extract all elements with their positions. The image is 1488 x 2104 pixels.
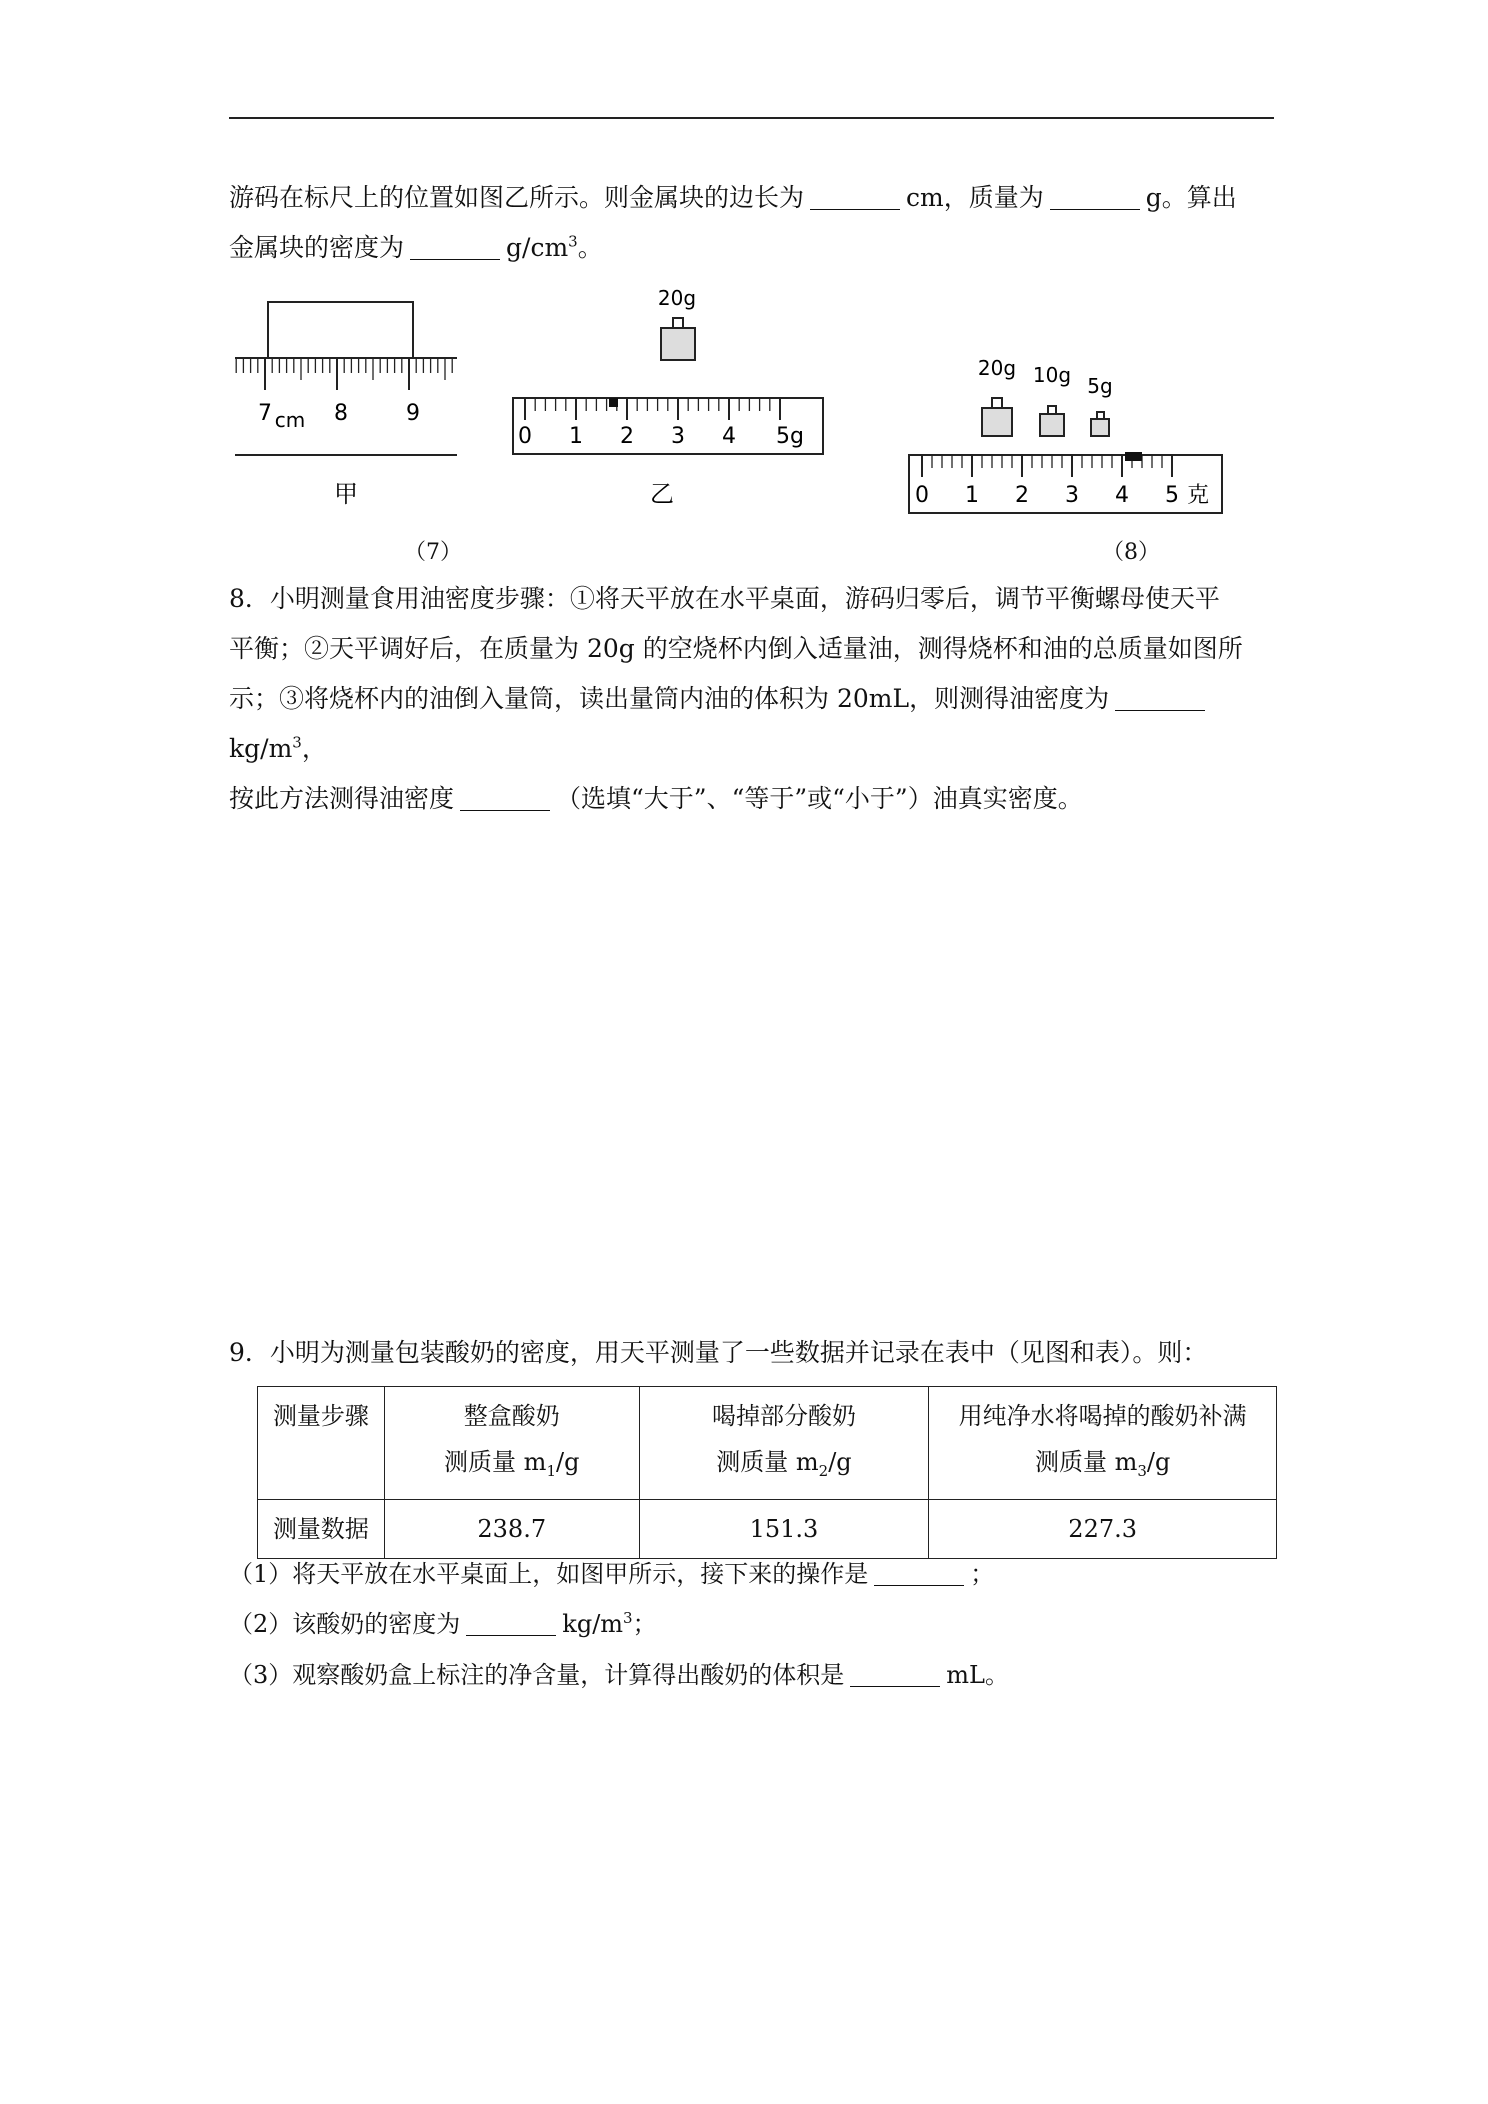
table-cell	[384, 1387, 639, 1500]
scale-tick-label: 1	[965, 483, 979, 508]
cell-text: 用纯净水将喝掉的酸奶补满	[958, 1402, 1247, 1430]
scale-tick-label: 4	[1115, 483, 1129, 508]
weight-label-20g: 20g	[657, 286, 697, 310]
weight-label-5g: 5g	[1087, 374, 1113, 398]
weight-label-10g: 10g	[1032, 363, 1072, 387]
q8-line4-options: （选填“大于”、“等于”或“小于”）油真实密度。	[556, 784, 1083, 813]
scale-tick-label: 2	[1015, 483, 1029, 508]
table-cell	[929, 1387, 1277, 1500]
answer-blank-compare[interactable]	[460, 780, 550, 811]
table-cell-m3: 227.3	[929, 1500, 1277, 1559]
cell-text: 整盒酸奶	[463, 1402, 560, 1430]
figure-7	[225, 280, 845, 520]
cell-unit: /g	[555, 1448, 580, 1476]
table-header-steps: 测量步骤	[258, 1387, 385, 1500]
q8-unit-exp: 3	[292, 733, 302, 752]
q8-line3: 示；③将烧杯内的油倒入量筒，读出量筒内油的体积为 20mL，则测得油密度为	[229, 684, 1110, 713]
ruler-label-cm: cm	[274, 408, 306, 432]
scale-tick-label: 0	[915, 483, 929, 508]
answer-blank-density[interactable]	[410, 229, 500, 260]
answer-blank-side-length[interactable]	[810, 179, 900, 210]
cell-unit: /g	[1146, 1448, 1171, 1476]
q9-sub1	[229, 1554, 994, 1594]
q9-sub2-unit: kg/m	[562, 1610, 624, 1638]
q8-text	[229, 574, 1274, 824]
table-cell-m1: 238.7	[384, 1500, 639, 1559]
cell-text: 喝掉部分酸奶	[711, 1402, 856, 1430]
q9-sub2	[229, 1604, 657, 1644]
cell-unit: /g	[828, 1448, 852, 1476]
q9-sub1-text: （1）将天平放在水平桌面上，如图甲所示，接下来的操作是	[229, 1560, 869, 1588]
answer-blank-mass[interactable]	[1050, 179, 1140, 210]
ruler-caption: 甲	[334, 480, 358, 508]
q7-line1-text: 游码在标尺上的位置如图乙所示。则金属块的边长为	[229, 183, 805, 212]
scale-tick-label: 0	[518, 424, 532, 449]
weight-20g-icon	[982, 398, 1012, 436]
figure-8-caption: （8）	[1102, 540, 1160, 565]
q9-data-table	[257, 1386, 1277, 1559]
answer-blank-volume[interactable]	[850, 1660, 940, 1687]
q7-text	[229, 173, 1274, 273]
scale-tick-label: 5	[1165, 483, 1179, 508]
table-cell-m2: 151.3	[639, 1500, 929, 1559]
answer-blank-oil-density[interactable]	[1115, 680, 1205, 711]
q9-sub3-text: （3）观察酸奶盒上标注的净含量，计算得出酸奶的体积是	[229, 1661, 845, 1689]
scale-figure-yi	[513, 286, 823, 508]
q9-sub1-end: ；	[970, 1560, 995, 1588]
q8-line4: 按此方法测得油密度	[229, 784, 455, 813]
scale-tick-label: 3	[671, 424, 685, 449]
scale-caption-yi: 乙	[650, 480, 674, 508]
weight-5g-icon	[1091, 412, 1109, 436]
q9-sub2-exp: 3	[623, 1609, 633, 1627]
q7-unit-g: g。算出	[1145, 183, 1237, 212]
weight-label-20g-f8: 20g	[977, 356, 1017, 380]
answer-blank-next-step[interactable]	[874, 1559, 964, 1586]
scale-labels-8	[915, 483, 1179, 508]
q9-intro	[229, 1328, 1274, 1378]
q8-line3-end: ，	[301, 734, 327, 763]
ruler-ticks	[236, 358, 452, 390]
cell-text: 测质量 m	[716, 1448, 819, 1476]
q9-intro-text: 9．小明为测量包装酸奶的密度，用天平测量了一些数据并记录在表中（见图和表）。则：	[229, 1338, 1208, 1367]
scale-labels-yi	[518, 424, 804, 449]
table-header-data: 测量数据	[258, 1500, 385, 1559]
cell-text: 测质量 m	[444, 1448, 547, 1476]
scale-ticks-yi	[525, 398, 780, 420]
ruler-figure	[235, 302, 457, 508]
weight-10g-icon	[1040, 406, 1064, 436]
q8-unit: kg/m	[229, 734, 293, 763]
ruler-label-8: 8	[334, 401, 348, 426]
ruler-label-9: 9	[406, 401, 420, 426]
scale-tick-label: 1	[569, 424, 583, 449]
ruler-label-7: 7	[258, 401, 272, 426]
q7-line2-text: 金属块的密度为	[229, 233, 405, 262]
q7-unit-cm: cm，质量为	[906, 183, 1044, 212]
rider-marker-8	[1125, 452, 1142, 461]
scale-tick-label: 5g	[776, 424, 804, 449]
cell-subscript: 1	[546, 1461, 556, 1480]
table-row	[258, 1387, 1277, 1500]
q9-sub2-end: ；	[632, 1610, 657, 1638]
q8-line2: 平衡；②天平调好后，在质量为 20g 的空烧杯内倒入适量油，测得烧杯和油的总质量如图所	[229, 634, 1243, 663]
metal-block	[268, 302, 413, 358]
scale-tick-label: 3	[1065, 483, 1079, 508]
q7-line2-end: 。	[577, 233, 603, 262]
header-rule	[229, 117, 1274, 119]
q9-sub2-text: （2）该酸奶的密度为	[229, 1610, 461, 1638]
q7-unit-density-exp: 3	[568, 232, 578, 251]
cell-text: 测质量 m	[1034, 1448, 1138, 1476]
table-cell	[639, 1387, 929, 1500]
answer-blank-yogurt-density[interactable]	[466, 1609, 556, 1636]
figure-7-caption: （7）	[404, 540, 462, 565]
weight-20g-icon	[661, 318, 695, 360]
q9-sub3	[229, 1655, 1009, 1695]
scale-tick-label: 2	[620, 424, 634, 449]
q7-unit-density: g/cm	[506, 233, 569, 262]
cell-subscript: 3	[1137, 1461, 1147, 1480]
cell-subscript: 2	[818, 1461, 829, 1480]
rider-marker-yi	[609, 398, 618, 407]
scale-unit-label: 克	[1186, 483, 1210, 508]
scale-tick-label: 4	[722, 424, 736, 449]
figure-8	[900, 350, 1230, 520]
table-row	[258, 1500, 1277, 1559]
q8-line1: 8．小明测量食用油密度步骤：①将天平放在水平桌面，游码归零后，调节平衡螺母使天平	[229, 584, 1220, 613]
q9-sub3-end: mL。	[946, 1661, 1009, 1689]
